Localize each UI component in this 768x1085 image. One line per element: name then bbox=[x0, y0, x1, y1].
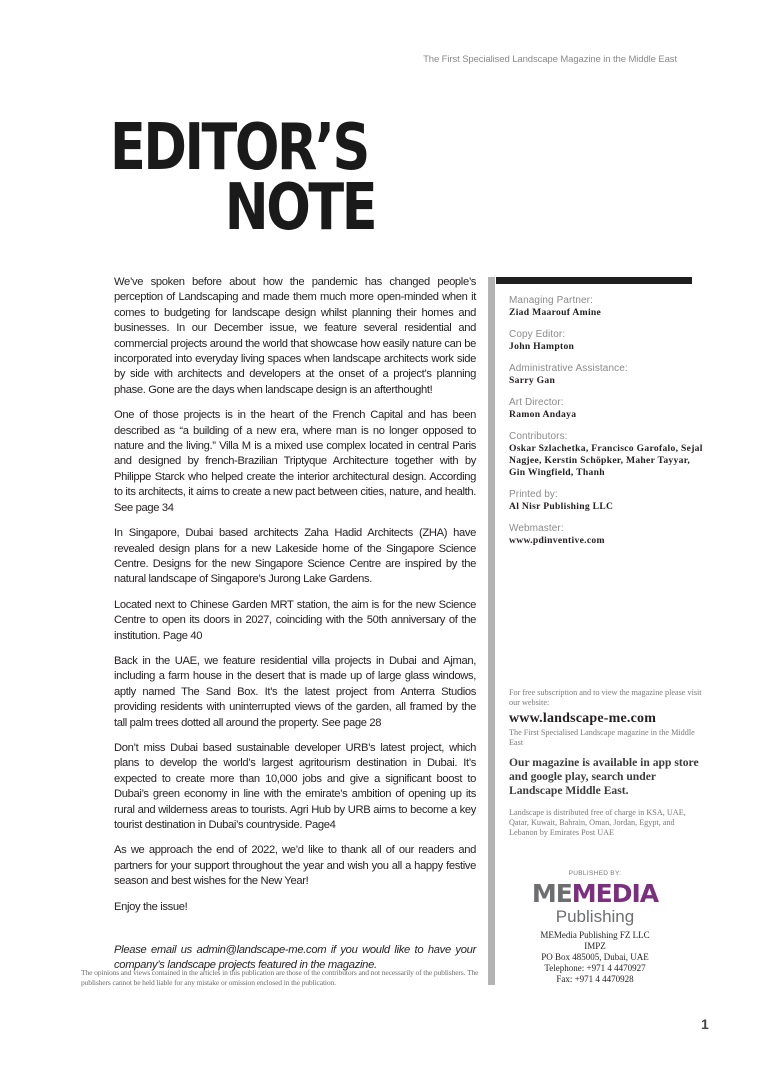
masthead bbox=[509, 295, 709, 557]
closing-note: Please email us admin@landscape-me.com if you would like to have your company’s landscape projects featured in the magazine. bbox=[114, 944, 476, 972]
masthead-entry bbox=[509, 523, 709, 547]
body-paragraph: In Singapore, Dubai based architects Zaha Hadid Architects (ZHA) have revealed design plans for a new Lakeside home of the Singapore Science Centre. Designs for the new Singapore Science Centre are inspired by the natural landscape of Singapore’s Jurong Lake Gardens. bbox=[114, 527, 476, 586]
masthead-name: Oskar Szlachetka, Francisco Garofalo, Sejal Nagjee, Kerstin Schöpker, Maher Tayyar, Gin Wingfield, Thanh bbox=[509, 443, 703, 478]
masthead-role: Art Director: bbox=[509, 397, 564, 408]
subscription-intro: For free subscription and to view the magazine please visit our website: bbox=[509, 688, 702, 707]
title-line-1: EDITOR’S bbox=[110, 111, 368, 185]
publisher-block bbox=[520, 870, 670, 985]
address-line: Fax: +971 4 4470928 bbox=[556, 974, 634, 984]
page-number: 1 bbox=[701, 1016, 709, 1032]
masthead-entry bbox=[509, 295, 709, 319]
masthead-role: Printed by: bbox=[509, 489, 558, 500]
enjoy-line: Enjoy the issue! bbox=[114, 900, 188, 913]
body-paragraph: One of those projects is in the heart of the French Capital and has been described as “a building of a new era, where man is no longer opposed to nature and the living.” Villa M is a mixed use complex located in central Paris and designed by french-Brazilian Triptyque Architecture together with by Philippe Starck who helped create the interior architectural design. According to its architects, it aims to create a new pact between cities, nature, and health. See page 34 bbox=[114, 409, 476, 514]
subscription-tagline: The First Specialised Landscape magazine in the Middle East bbox=[509, 728, 695, 747]
logo-publishing: Publishing bbox=[555, 907, 635, 926]
website-link[interactable]: www.landscape-me.com bbox=[509, 711, 657, 726]
sidebar-top-bar bbox=[496, 277, 692, 284]
body-paragraph: Don’t miss Dubai based sustainable developer URB’s latest project, which plans to develop the world’s largest agritourism destination in Dubai. It’s expected to create more than 10,000 jobs and give a significant boost to Dubai’s green economy in line with the emirate’s ambition of opening up its rural and wilderness areas to tourists. Agri Hub by URB aims to become a key tourist destination in Dubai’s countryside. Page4 bbox=[114, 741, 476, 831]
masthead-name: Ziad Maarouf Amine bbox=[509, 307, 602, 318]
sidebar-divider bbox=[488, 277, 495, 985]
distribution-note: Landscape is distributed free of charge in KSA, UAE, Qatar, Kuwait, Bahrain, Oman, Jordan, Egypt, and Lebanon by Emirates Post UAE bbox=[509, 808, 686, 837]
page-title bbox=[110, 111, 376, 245]
masthead-role: Contributors: bbox=[509, 431, 568, 442]
masthead-role: Webmaster: bbox=[509, 523, 564, 534]
masthead-entry bbox=[509, 329, 709, 353]
masthead-name: Al Nisr Publishing LLC bbox=[509, 501, 614, 512]
address-line: MEMedia Publishing FZ LLC bbox=[540, 930, 650, 940]
body-paragraph: Back in the UAE, we feature residential villa projects in Dubai and Ajman, including a farm house in the desert that is made up of large glass windows, aptly named The Sand Box. It’s the latest project from Anterra Studios providing residents with uninterrupted views of the garden, all framed by the tall palm trees dotted all around the property. See page 28 bbox=[114, 654, 476, 729]
masthead-entry bbox=[509, 363, 709, 387]
title-line-2: NOTE bbox=[224, 171, 376, 245]
masthead-entry bbox=[509, 431, 709, 479]
app-availability: Our magazine is available in app store and google play, search under Landscape Middle East. bbox=[509, 756, 699, 797]
masthead-role: Managing Partner: bbox=[509, 295, 593, 306]
body-paragraph: Located next to Chinese Garden MRT station, the aim is for the new Science Centre to open its doors in 2027, coinciding with the 50th anniversary of the institution. Page 40 bbox=[114, 598, 476, 642]
masthead-name: Ramon Andaya bbox=[509, 409, 577, 420]
memedia-logo bbox=[520, 881, 670, 907]
publisher-address bbox=[520, 930, 670, 985]
logo-media: MEDIA bbox=[571, 879, 659, 908]
subscription-box bbox=[509, 688, 704, 838]
address-line: Telephone: +971 4 4470927 bbox=[544, 963, 646, 973]
masthead-entry bbox=[509, 397, 709, 421]
body-paragraph: We’ve spoken before about how the pandemic has changed people’s perception of Landscaping and made them much more open-minded when it comes to budgeting for landscape design whilst planning their homes and businesses. In our December issue, we feature several residential and commercial projects around the world that showcase how easily nature can be incorporated into everyday living spaces when landscape architects work side by side with architects and developers at the onset of a project’s planning phase. Gone are the days when landscape design is an afterthought! bbox=[114, 276, 476, 396]
header-tagline: The First Specialised Landscape Magazine in the Middle East bbox=[423, 54, 677, 65]
published-by-label: PUBLISHED BY: bbox=[568, 870, 622, 877]
editorial-body bbox=[114, 275, 476, 984]
body-paragraph: As we approach the end of 2022, we’d like to thank all of our readers and partners for your support throughout the year and wish you all a happy festive season and best wishes for the New Year! bbox=[114, 844, 476, 888]
masthead-name: www.pdinventive.com bbox=[509, 535, 605, 546]
masthead-entry bbox=[509, 489, 709, 513]
address-line: PO Box 485005, Dubai, UAE bbox=[541, 952, 649, 962]
disclaimer: The opinions and views contained in the articles in this publication are those of the contributors and not necessarily of the publishers. The publishers cannot be held liable for any mistake or omission enclosed in the publication. bbox=[81, 968, 479, 987]
masthead-role: Administrative Assistance: bbox=[509, 363, 628, 374]
masthead-name: John Hampton bbox=[509, 341, 575, 352]
masthead-name: Sarry Gan bbox=[509, 375, 556, 386]
address-line: IMPZ bbox=[584, 941, 606, 951]
masthead-role: Copy Editor: bbox=[509, 329, 566, 340]
logo-me: ME bbox=[531, 879, 572, 908]
